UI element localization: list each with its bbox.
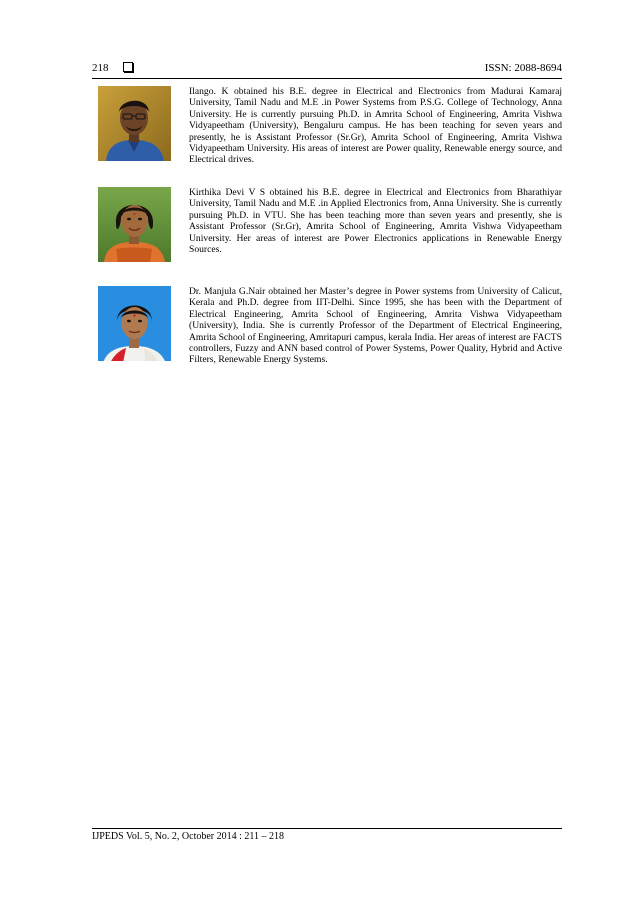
portrait-icon xyxy=(98,86,171,161)
journal-citation: IJPEDS Vol. 5, No. 2, October 2014 : 211 – 218 xyxy=(92,831,285,842)
author-photo-1 xyxy=(98,86,171,161)
portrait-icon xyxy=(98,286,171,361)
author-photo-2 xyxy=(98,187,171,262)
author-bio-text-2: Kirthika Devi V S obtained his B.E. degree in Electrical and Electronics from Bharathiyar University, Tamil Nadu and M.E .in Applied Electronics from, Anna University. She is currently pursuing Ph.D. in VTU. She has been teaching more than seven years and presently, she is Assistant Professor (Sr.Gr), Amrita School of Engineering, Amrita Vishwa Vidyapeetham University. Her areas of interest are Power Electronics applications in Renewable Energy Sources. xyxy=(189,187,562,256)
author-photo-3 xyxy=(98,286,171,361)
checkbox-icon xyxy=(123,62,133,72)
page-number: 218 xyxy=(92,62,109,74)
portrait-icon xyxy=(98,187,171,262)
page-header xyxy=(92,58,562,79)
page-footer xyxy=(92,828,562,843)
author-bio-text-3: Dr. Manjula G.Nair obtained her Master’s degree in Power systems from University of Calicut, Kerala and Ph.D. degree from IIT-Delhi. Since 1995, she has been with the Department of Electrical Engineering, Amrita School of Engineering, Amrita Vishwa Vidyapeetham (University), India. She is currently Professor of the Department of Electrical Engineering, Amrita School of Engineering, Amritapuri campus, kerala India. Her areas of interest are FACTS controllers, Fuzzy and ANN based control of Power Systems, Power Quality, Hybrid and Active Filters, Renewable Energy Systems. xyxy=(189,286,562,366)
author-bio-text-1: Ilango. K obtained his B.E. degree in Electrical and Electronics from Madurai Kamaraj University, Tamil Nadu and M.E .in Power Systems from P.S.G. College of Technology, Anna University. He is currently pursuing Ph.D. in Amrita School of Engineering, Amrita Vishwa Vidyapeetham (University), Bengaluru campus. He has been teaching for seven years and presently, he is Assistant Professor (Sr.Gr), Amrita School of Engineering, Amrita Vishwa Vidyapeetham University. His areas of interest are Power quality, Renewable energy source, and Electrical drives. xyxy=(189,86,562,166)
journal-issn: ISSN: 2088-8694 xyxy=(484,62,562,74)
